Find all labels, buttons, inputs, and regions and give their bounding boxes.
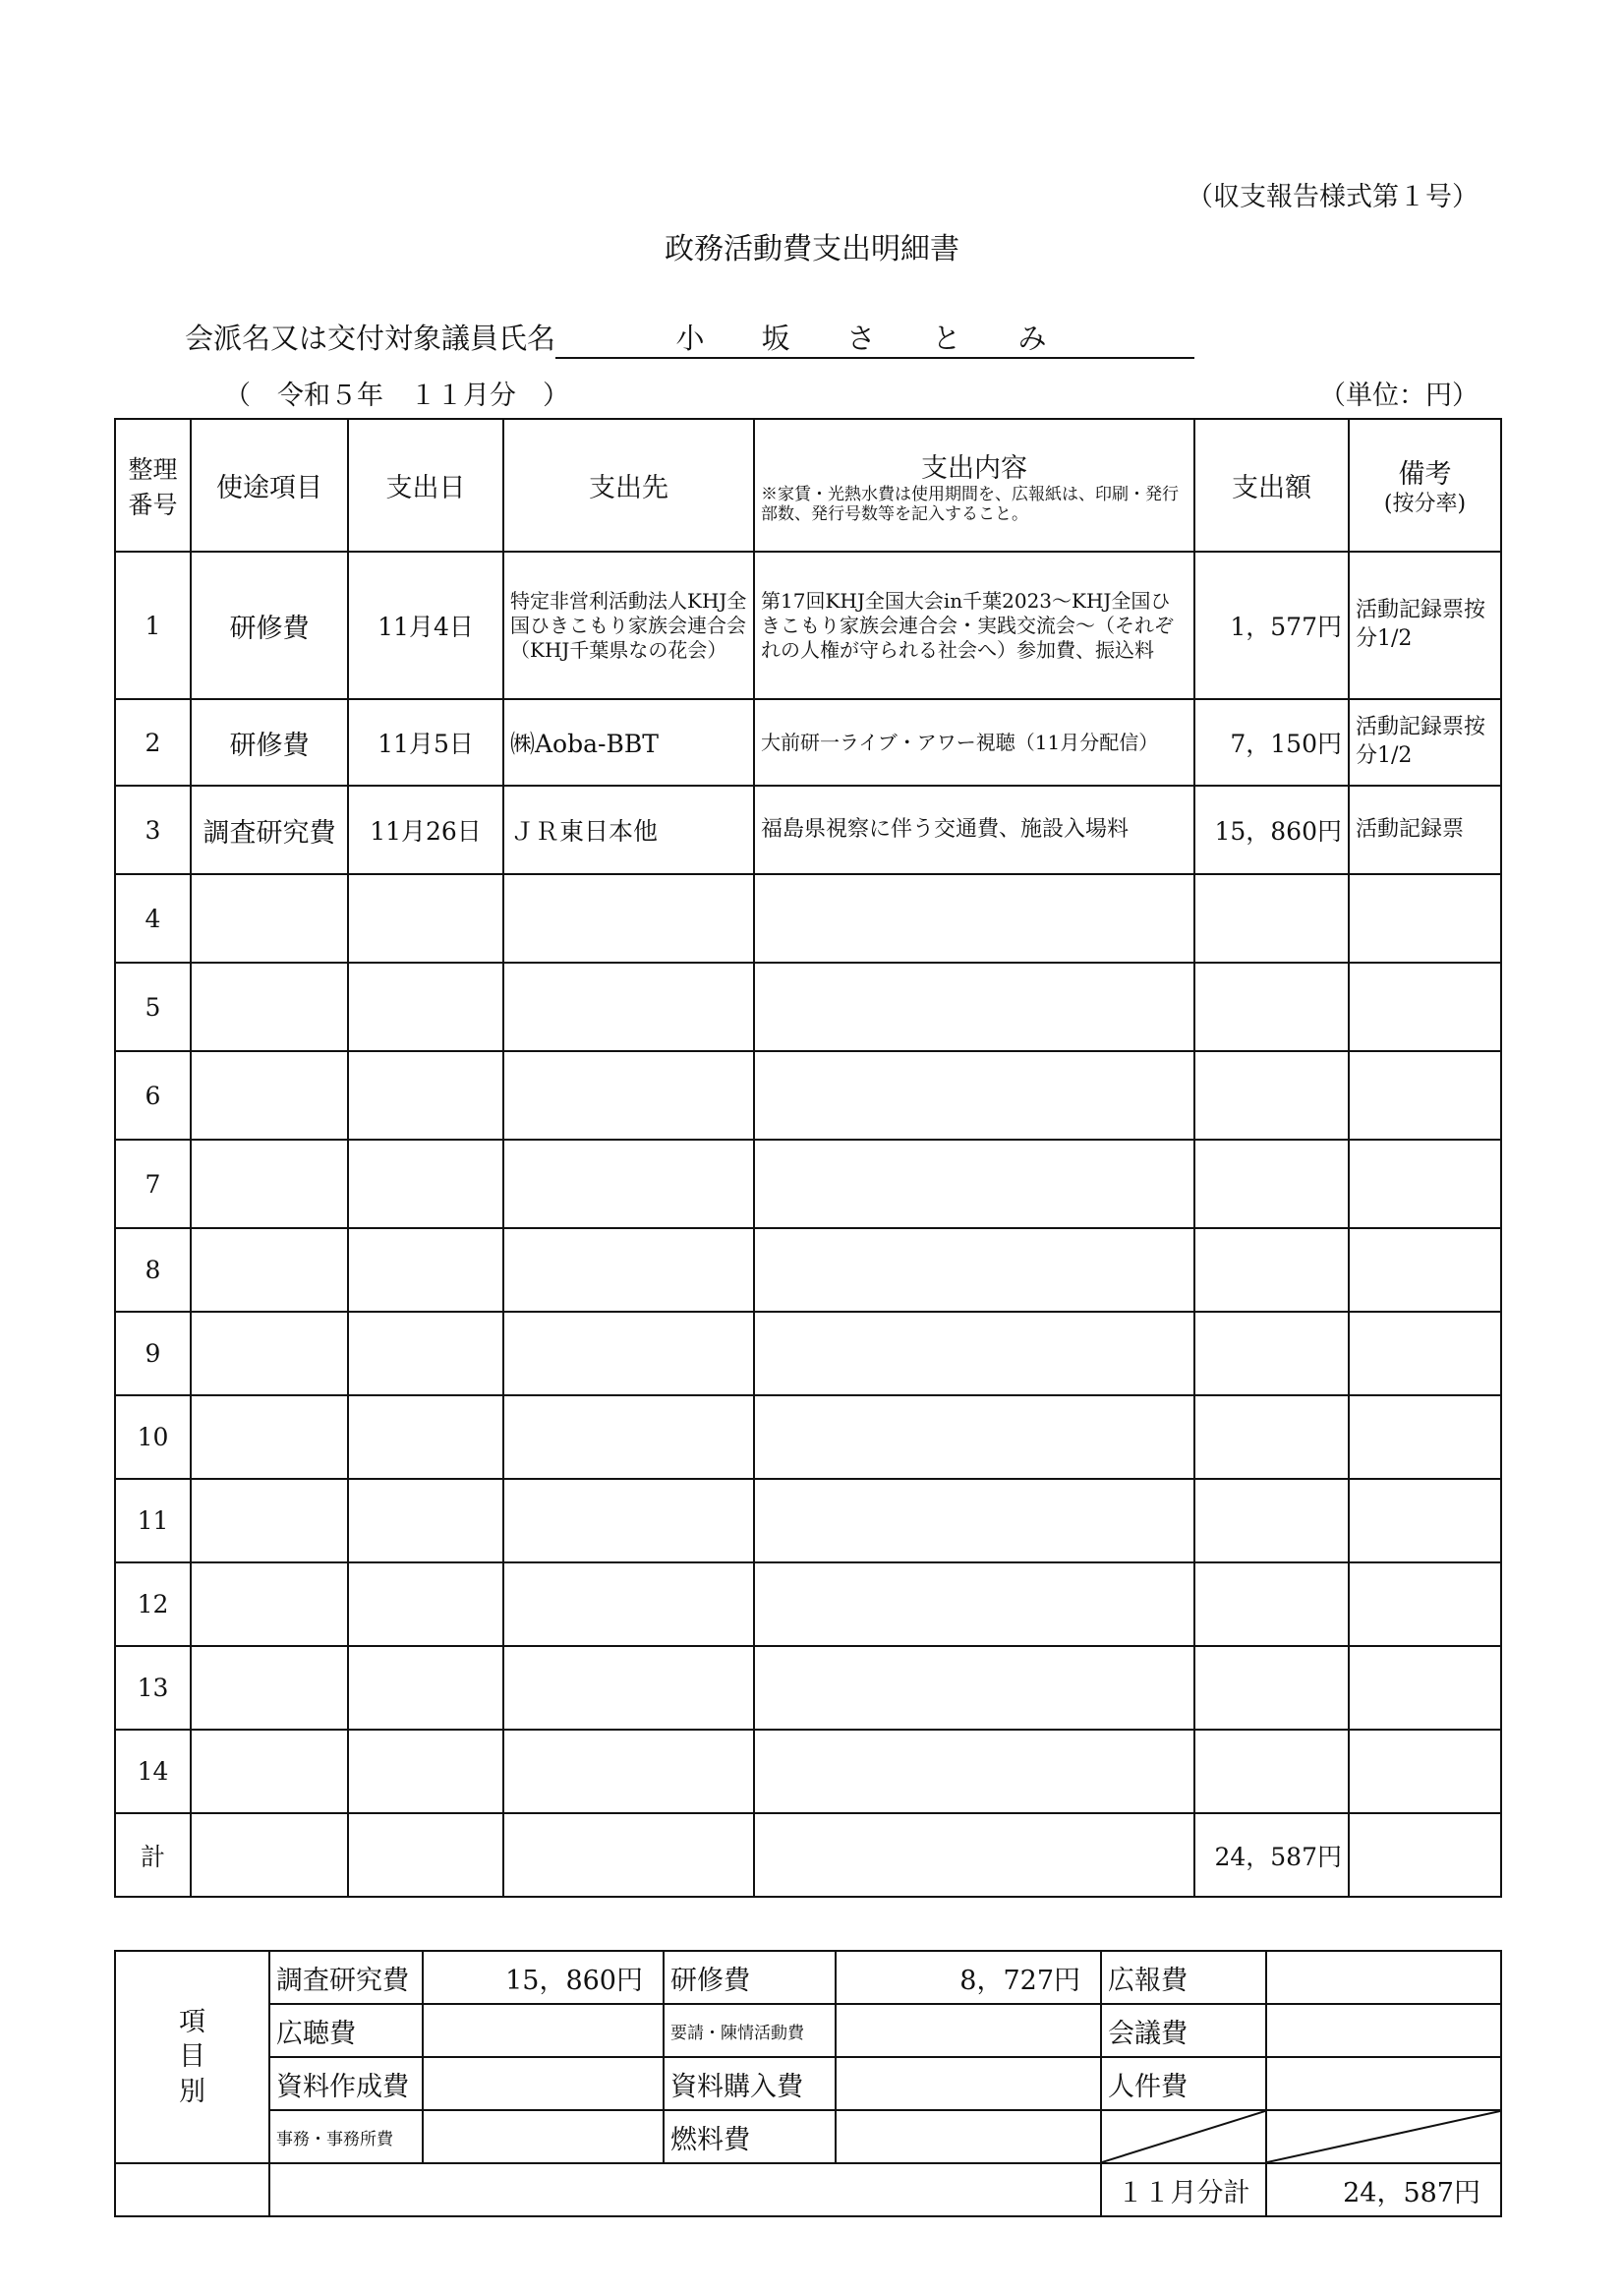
pr-label: 広報費 <box>1101 1951 1266 2004</box>
row-payee: ＪＲ東日本他 <box>503 786 754 874</box>
row-item: 調査研究費 <box>191 786 348 874</box>
table-row <box>115 1228 1501 1312</box>
diagonal-line <box>1102 2111 1265 2162</box>
row-payee <box>503 1646 754 1730</box>
row-content <box>754 1479 1194 1562</box>
header-amount: 支出額 <box>1194 419 1349 552</box>
row-number: 14 <box>115 1730 191 1813</box>
row-date <box>348 874 503 963</box>
row-payee <box>503 1228 754 1312</box>
row-number: 12 <box>115 1562 191 1646</box>
row-number: 7 <box>115 1140 191 1228</box>
row-amount: 7，150円 <box>1194 699 1349 786</box>
member-name: 小坂さとみ <box>555 317 1194 359</box>
row-content: 大前研一ライブ・アワー視聴（11月分配信） <box>754 699 1194 786</box>
row-date <box>348 1140 503 1228</box>
header-content-title: 支出内容 <box>921 452 1027 484</box>
table-row <box>115 1312 1501 1395</box>
row-content <box>754 1395 1194 1479</box>
table-row <box>115 786 1501 874</box>
document-title: 政務活動費支出明細書 <box>665 232 959 266</box>
row-payee <box>503 1730 754 1813</box>
row-item: 研修費 <box>191 699 348 786</box>
summary-total-row <box>115 2163 1501 2216</box>
row-remarks <box>1349 1562 1501 1646</box>
row-number: 4 <box>115 874 191 963</box>
table-row <box>115 874 1501 963</box>
row-number: 1 <box>115 552 191 699</box>
row-number: 2 <box>115 699 191 786</box>
row-item <box>191 1312 348 1395</box>
research-label: 調査研究費 <box>269 1951 423 2004</box>
summary-side-empty <box>115 2163 269 2216</box>
row-item <box>191 1730 348 1813</box>
member-name-line <box>185 317 1194 359</box>
header-content-note: ※家賃・光熱水費は使用期間を、広報紙は、印刷・発行部数、発行号数等を記入すること。 <box>761 484 1179 524</box>
header-item: 使途項目 <box>191 419 348 552</box>
materials-make-label: 資料作成費 <box>269 2057 423 2110</box>
row-remarks <box>1349 1051 1501 1140</box>
row-remarks <box>1349 1730 1501 1813</box>
table-row <box>115 552 1501 699</box>
row-amount: 15，860円 <box>1194 786 1349 874</box>
header-payee: 支出先 <box>503 419 754 552</box>
row-date <box>348 1051 503 1140</box>
row-amount <box>1194 1479 1349 1562</box>
total-empty-cell <box>191 1813 348 1897</box>
row-item <box>191 1140 348 1228</box>
personnel-label: 人件費 <box>1101 2057 1266 2110</box>
row-content <box>754 963 1194 1051</box>
row-payee <box>503 1140 754 1228</box>
row-number: 5 <box>115 963 191 1051</box>
row-remarks <box>1349 1395 1501 1479</box>
row-remarks <box>1349 1479 1501 1562</box>
row-date <box>348 1395 503 1479</box>
row-number: 6 <box>115 1051 191 1140</box>
row-item <box>191 963 348 1051</box>
period: （ 令和５年 １１月分 ） <box>224 381 569 411</box>
row-date <box>348 1228 503 1312</box>
summary-row <box>115 2110 1501 2163</box>
office-label: 事務・事務所費 <box>269 2110 423 2163</box>
row-remarks <box>1349 1312 1501 1395</box>
row-remarks <box>1349 1140 1501 1228</box>
hearing-label: 広聴費 <box>269 2004 423 2057</box>
office-value <box>423 2110 664 2163</box>
summary-row <box>115 1951 1501 2004</box>
row-item <box>191 1646 348 1730</box>
unit-label: （単位：円） <box>1319 381 1479 411</box>
row-remarks: 活動記録票 <box>1349 786 1501 874</box>
header-content <box>754 419 1194 552</box>
diagonal-cell <box>1266 2110 1501 2163</box>
header-remarks-sub: (按分率) <box>1383 491 1467 516</box>
materials-make-value <box>423 2057 664 2110</box>
row-date <box>348 1562 503 1646</box>
row-number: 10 <box>115 1395 191 1479</box>
summary-row <box>115 2004 1501 2057</box>
row-date <box>348 1479 503 1562</box>
row-amount <box>1194 1730 1349 1813</box>
row-amount <box>1194 1051 1349 1140</box>
summary-side-label: 項目別 <box>115 1951 269 2163</box>
row-payee <box>503 1312 754 1395</box>
row-content: 福島県視察に伴う交通費、施設入場料 <box>754 786 1194 874</box>
row-item <box>191 1562 348 1646</box>
table-row <box>115 963 1501 1051</box>
row-content <box>754 874 1194 963</box>
meeting-value <box>1266 2004 1501 2057</box>
row-amount <box>1194 963 1349 1051</box>
form-number: （収支報告様式第１号） <box>1187 182 1479 212</box>
row-number: 11 <box>115 1479 191 1562</box>
pr-value <box>1266 1951 1501 2004</box>
row-content <box>754 1051 1194 1140</box>
row-date: 11月5日 <box>348 699 503 786</box>
total-row <box>115 1813 1501 1897</box>
header-no: 整理番号 <box>115 419 191 552</box>
summary-row <box>115 2057 1501 2110</box>
row-amount: 1，577円 <box>1194 552 1349 699</box>
row-item <box>191 1228 348 1312</box>
row-remarks: 活動記録票按分1/2 <box>1349 699 1501 786</box>
row-date: 11月4日 <box>348 552 503 699</box>
row-payee <box>503 1051 754 1140</box>
total-amount: 24，587円 <box>1194 1813 1349 1897</box>
total-empty-cell <box>1349 1813 1501 1897</box>
row-content <box>754 1646 1194 1730</box>
row-item <box>191 1051 348 1140</box>
header-row <box>115 419 1501 552</box>
diagonal-cell <box>1101 2110 1266 2163</box>
row-payee <box>503 1562 754 1646</box>
table-row <box>115 1140 1501 1228</box>
row-date <box>348 1312 503 1395</box>
row-content <box>754 1562 1194 1646</box>
diagonal-line <box>1267 2111 1500 2162</box>
total-label: 計 <box>115 1813 191 1897</box>
table-row <box>115 1646 1501 1730</box>
row-item: 研修費 <box>191 552 348 699</box>
row-payee <box>503 1395 754 1479</box>
training-value: 8，727円 <box>836 1951 1101 2004</box>
table-row <box>115 1562 1501 1646</box>
row-item <box>191 874 348 963</box>
row-date: 11月26日 <box>348 786 503 874</box>
summary-table <box>114 1950 1502 2217</box>
total-empty-cell <box>348 1813 503 1897</box>
materials-buy-value <box>836 2057 1101 2110</box>
row-content <box>754 1140 1194 1228</box>
row-content <box>754 1730 1194 1813</box>
row-payee <box>503 874 754 963</box>
summary-total-empty <box>269 2163 1101 2216</box>
row-number: 3 <box>115 786 191 874</box>
petition-label: 要請・陳情活動費 <box>664 2004 836 2057</box>
row-amount <box>1194 1395 1349 1479</box>
row-payee: ㈱Aoba-BBT <box>503 699 754 786</box>
meeting-label: 会議費 <box>1101 2004 1266 2057</box>
row-remarks <box>1349 1228 1501 1312</box>
row-payee: 特定非営利活動法人KHJ全国ひきこもり家族会連合会（KHJ千葉県なの花会） <box>503 552 754 699</box>
row-amount <box>1194 1562 1349 1646</box>
fuel-value <box>836 2110 1101 2163</box>
row-payee <box>503 963 754 1051</box>
row-amount <box>1194 1140 1349 1228</box>
row-date <box>348 1730 503 1813</box>
faction-label: 会派名又は交付対象議員氏名 <box>185 322 556 355</box>
row-amount <box>1194 1228 1349 1312</box>
personnel-value <box>1266 2057 1501 2110</box>
row-item <box>191 1395 348 1479</box>
table-row <box>115 1730 1501 1813</box>
row-number: 9 <box>115 1312 191 1395</box>
table-row <box>115 1395 1501 1479</box>
header-date: 支出日 <box>348 419 503 552</box>
research-value: 15，860円 <box>423 1951 664 2004</box>
row-item <box>191 1479 348 1562</box>
hearing-value <box>423 2004 664 2057</box>
row-remarks <box>1349 1646 1501 1730</box>
month-total-value: 24，587円 <box>1266 2163 1501 2216</box>
row-remarks <box>1349 874 1501 963</box>
header-remarks-title: 備考 <box>1398 458 1452 490</box>
row-amount <box>1194 1646 1349 1730</box>
header-remarks <box>1349 419 1501 552</box>
fuel-label: 燃料費 <box>664 2110 836 2163</box>
table-row <box>115 1051 1501 1140</box>
table-row <box>115 1479 1501 1562</box>
row-remarks <box>1349 963 1501 1051</box>
row-number: 8 <box>115 1228 191 1312</box>
row-amount <box>1194 874 1349 963</box>
training-label: 研修費 <box>664 1951 836 2004</box>
month-total-label: １１月分計 <box>1101 2163 1266 2216</box>
row-content <box>754 1228 1194 1312</box>
row-remarks: 活動記録票按分1/2 <box>1349 552 1501 699</box>
row-amount <box>1194 1312 1349 1395</box>
row-date <box>348 963 503 1051</box>
expense-rows <box>115 552 1501 1813</box>
row-payee <box>503 1479 754 1562</box>
row-date <box>348 1646 503 1730</box>
table-row <box>115 699 1501 786</box>
expense-table <box>114 418 1502 1898</box>
row-content: 第17回KHJ全国大会in千葉2023～KHJ全国ひきこもり家族会連合会・実践交流会～（それぞれの人権が守られる社会へ）参加費、振込料 <box>754 552 1194 699</box>
petition-value <box>836 2004 1101 2057</box>
materials-buy-label: 資料購入費 <box>664 2057 836 2110</box>
row-content <box>754 1312 1194 1395</box>
total-empty-cell <box>754 1813 1194 1897</box>
row-number: 13 <box>115 1646 191 1730</box>
total-empty-cell <box>503 1813 754 1897</box>
